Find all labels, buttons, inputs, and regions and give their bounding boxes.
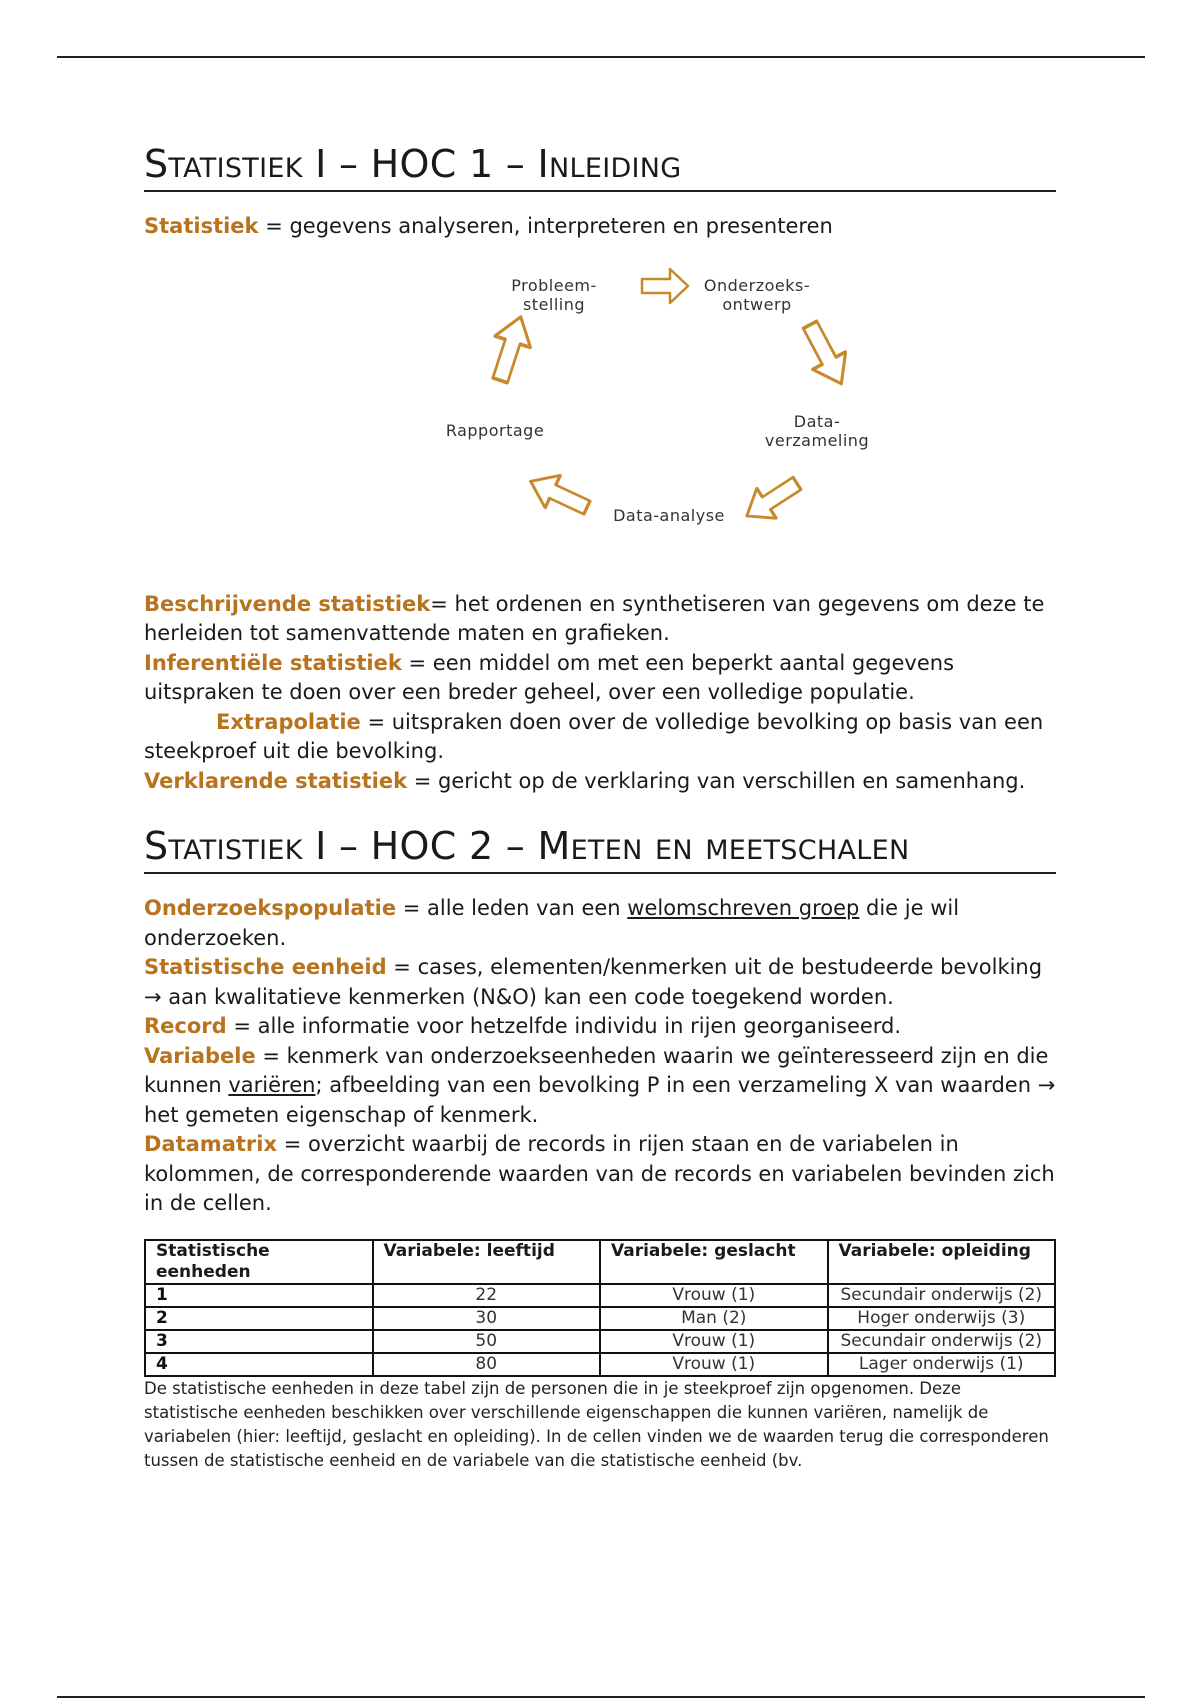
inferentiele-term: Inferentiële statistiek — [144, 650, 402, 675]
page-content — [144, 140, 1056, 1473]
table-cell: Secundair onderwijs (2) — [828, 1284, 1056, 1307]
arrow-right-icon — [642, 269, 688, 303]
onderzoekspopulatie-def-a: = alle leden van een — [396, 896, 628, 920]
table-explanation-note: De statistische eenheden in deze tabel zijn de personen die in je steekproef zijn opgenomen. Deze statistische eenheden beschikken over verschillende eigenschappen die kunnen variëren, namelijk de variabelen (hier: leeftijd, geslacht en opleiding). In de cellen vinden we de waarden terug die corresponderen tussen de statistische eenheid en de variabele van die statistische eenheid (bv. — [144, 1378, 1049, 1470]
onderzoekspopulatie-def-b: die je wil onderzoeken. — [144, 896, 960, 950]
research-cycle-diagram — [144, 250, 1056, 580]
onderzoekspopulatie-def-underlined: welomschreven groep — [627, 896, 860, 920]
table-cell: 22 — [373, 1284, 601, 1307]
node-probleemstelling-line1: Probleem- — [511, 275, 597, 295]
statistiek-definition — [144, 212, 1056, 242]
node-rapportage: Rapportage — [445, 420, 545, 440]
datamatrix-definition — [144, 1130, 1056, 1219]
table-header-cell: Variabele: opleiding — [828, 1240, 1056, 1284]
table-cell: 1 — [145, 1284, 373, 1307]
node-onderzoeksontwerp-line2: ontwerp — [722, 294, 792, 314]
table-cell: Vrouw (1) — [600, 1284, 828, 1307]
node-probleemstelling-line2: stelling — [522, 294, 586, 314]
variabele-definition — [144, 1042, 1056, 1131]
table-cell: Secundair onderwijs (2) — [828, 1330, 1056, 1353]
node-probleemstelling — [499, 276, 609, 314]
hoc2-definitions — [144, 894, 1056, 1219]
statistiek-term: Statistiek — [144, 214, 259, 238]
hoc2-heading: Statistiek I – HOC 2 – Meten en meetschalen — [144, 822, 1056, 874]
eenheid-definition — [144, 953, 1056, 1012]
arrow-up-left-icon — [523, 465, 594, 524]
extrapolatie-term: Extrapolatie — [216, 709, 361, 734]
record-term: Record — [144, 1014, 227, 1038]
node-dataverzameling-line2: verzameling — [764, 430, 870, 450]
table-header-row — [145, 1240, 1055, 1284]
page-top-rule — [57, 56, 1145, 58]
eenheid-term: Statistische eenheid — [144, 955, 387, 979]
table-row — [145, 1307, 1055, 1330]
inferentiele-def: = een middel om met een beperkt aantal gegevens uitspraken te doen over een breder geheel, over een volledige populatie. — [144, 650, 955, 704]
beschrijvende-term: Beschrijvende statistiek — [144, 591, 431, 616]
table-cell: Vrouw (1) — [600, 1353, 828, 1376]
variabele-def-b: ; afbeelding van een bevolking P in een verzameling X van waarden → het gemeten eigenschap of kenmerk. — [144, 1073, 1056, 1127]
variabele-term: Variabele — [144, 1043, 256, 1068]
hoc1-definitions — [144, 590, 1056, 797]
table-cell: 80 — [373, 1353, 601, 1376]
page-bottom-rule — [57, 1696, 1145, 1698]
extrapolatie-definition — [144, 708, 1056, 767]
table-cell: 3 — [145, 1330, 373, 1353]
arrow-down-left-icon — [737, 468, 807, 531]
node-data-analyse: Data-analyse — [613, 505, 725, 525]
beschrijvende-definition — [144, 590, 1056, 649]
beschrijvende-def: = het ordenen en synthetiseren van gegevens om deze te herleiden tot samenvattende maten en grafieken. — [144, 591, 1045, 645]
eenheid-def: = cases, elementen/kenmerken uit de bestudeerde bevolking → aan kwalitatieve kenmerken (N&O) kan een code toegekend worden. — [144, 955, 1043, 1009]
table-header-cell: Statistische eenheden — [145, 1240, 373, 1284]
node-dataverzameling-line1: Data- — [793, 411, 841, 431]
table-cell: 30 — [373, 1307, 601, 1330]
onderzoekspopulatie-definition — [144, 894, 1056, 953]
table-row — [145, 1284, 1055, 1307]
table-cell: Lager onderwijs (1) — [828, 1353, 1056, 1376]
arrow-down-right-icon — [794, 316, 858, 392]
node-dataverzameling — [752, 412, 882, 450]
record-def: = alle informatie voor hetzelfde individu in rijen georganiseerd. — [226, 1014, 902, 1038]
table-cell: Vrouw (1) — [600, 1330, 828, 1353]
hoc1-heading: Statistiek I – HOC 1 – Inleiding — [144, 140, 1056, 192]
verklarende-term: Verklarende statistiek — [144, 768, 408, 793]
verklarende-definition — [144, 767, 1056, 797]
table-cell: 4 — [145, 1353, 373, 1376]
inferentiele-definition — [144, 649, 1056, 708]
datamatrix-def: = overzicht waarbij de records in rijen staan en de variabelen in kolommen, de corresponderende waarden van de records en variabelen bevinden zich in de cellen. — [144, 1132, 1055, 1215]
datamatrix-table — [144, 1239, 1056, 1377]
node-onderzoeksontwerp-line1: Onderzoeks- — [703, 275, 811, 295]
table-header-cell: Variabele: geslacht — [600, 1240, 828, 1284]
statistiek-def: = gegevens analyseren, interpreteren en presenteren — [258, 214, 833, 238]
table-cell: 2 — [145, 1307, 373, 1330]
table-cell: Man (2) — [600, 1307, 828, 1330]
verklarende-def: = gericht op de verklaring van verschillen en samenhang. — [407, 768, 1026, 793]
table-cell: Hoger onderwijs (3) — [828, 1307, 1056, 1330]
variabele-def-a: = kenmerk van onderzoekseenheden waarin we geïnteresseerd zijn en die kunnen — [144, 1043, 1049, 1097]
variabele-def-underlined: variëren — [228, 1073, 316, 1097]
table-row — [145, 1330, 1055, 1353]
node-onderzoeksontwerp — [690, 276, 824, 314]
arrow-up-icon — [482, 311, 538, 386]
table-header-cell: Variabele: leeftijd — [373, 1240, 601, 1284]
table-cell: 50 — [373, 1330, 601, 1353]
onderzoekspopulatie-term: Onderzoekspopulatie — [144, 896, 397, 920]
datamatrix-term: Datamatrix — [144, 1132, 278, 1156]
record-definition — [144, 1012, 1056, 1042]
table-row — [145, 1353, 1055, 1376]
extrapolatie-def: = uitspraken doen over de volledige bevolking op basis van een steekproef uit die bevolking. — [144, 709, 1044, 763]
